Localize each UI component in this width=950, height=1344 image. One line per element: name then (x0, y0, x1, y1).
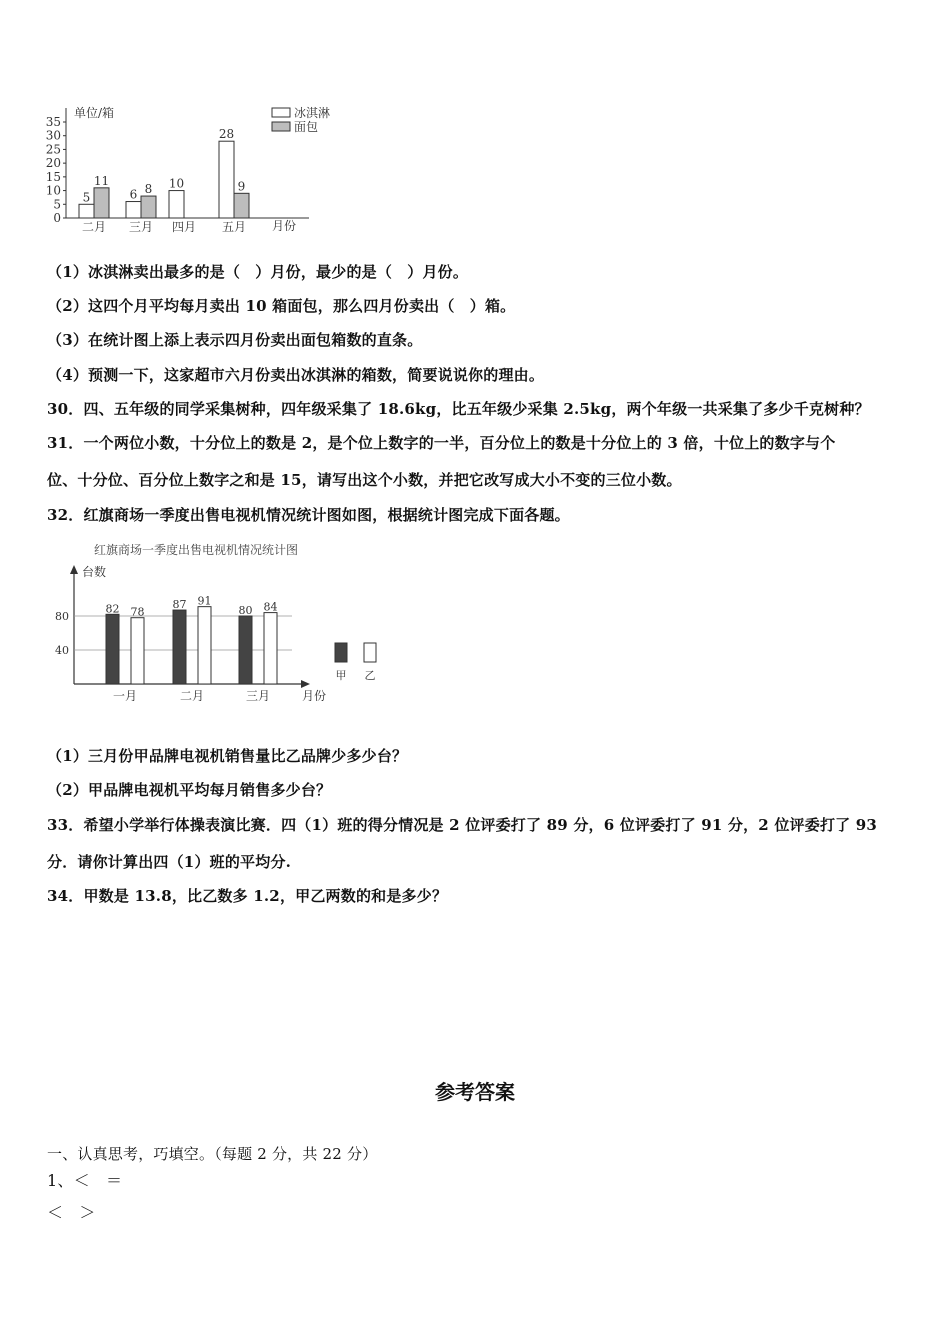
y-tick-label: 15 (45, 169, 61, 184)
x-axis-arrow (301, 680, 310, 688)
bar-乙-三月 (264, 613, 277, 684)
legend-swatch-甲 (335, 643, 347, 662)
y-tick-label: 0 (53, 211, 61, 225)
bar-面包-三月 (141, 196, 156, 218)
category-label: 五月 (221, 220, 247, 234)
question-34: 34．甲数是 13.8，比乙数多 1.2，甲乙两数的和是多少？ (47, 887, 448, 905)
answer-section-1-heading: 一、认真思考，巧填空。（每题 2 分，共 22 分） (47, 1145, 378, 1163)
bar-甲-一月 (106, 614, 119, 684)
bar-value-label: 11 (93, 173, 110, 188)
bar-冰淇淋-三月 (126, 202, 141, 218)
question-32-part-1: （1）三月份甲品牌电视机销售量比乙品牌少多少台？ (47, 747, 408, 765)
y-tick-label: 35 (45, 115, 61, 129)
question-32: 32．红旗商场一季度出售电视机情况统计图如图，根据统计图完成下面各题。 (47, 506, 570, 524)
x-axis-label: 月份 (272, 219, 297, 233)
legend-swatch-乙 (364, 643, 376, 662)
legend-label: 冰淇淋 (294, 106, 331, 120)
question-33-line-2: 分．请你计算出四（1）班的平均分. (47, 853, 292, 871)
legend-swatch-冰淇淋 (272, 108, 290, 117)
category-label: 二月 (81, 220, 107, 234)
chart-title: 红旗商场一季度出售电视机情况统计图 (94, 543, 299, 557)
legend-label: 甲 (335, 669, 347, 682)
y-tick-label: 5 (53, 197, 61, 212)
category-label: 四月 (171, 220, 197, 234)
bar-value-label: 5 (82, 190, 91, 205)
sales-bar-chart-icecream-bread (44, 100, 364, 240)
y-tick-label: 20 (45, 156, 61, 171)
answer-key-title: 参考答案 (435, 1080, 515, 1104)
y-tick-label: 40 (55, 644, 69, 657)
y-axis-arrow (70, 565, 78, 574)
category-label: 三月 (128, 220, 154, 234)
category-label: 三月 (245, 689, 271, 703)
bar-冰淇淋-四月 (169, 191, 184, 218)
category-label: 二月 (179, 689, 205, 703)
y-axis-label: 单位/箱 (74, 106, 115, 120)
bar-value-label: 78 (130, 605, 145, 619)
tv-sales-bar-chart (44, 538, 404, 708)
bar-冰淇淋-五月 (219, 141, 234, 218)
question-29-part-2: （2）这四个月平均每月卖出 10 箱面包，那么四月份卖出（ ）箱。 (47, 297, 516, 315)
question-32-part-2: （2）甲品牌电视机平均每月销售多少台？ (47, 781, 332, 799)
legend-label: 乙 (364, 669, 376, 682)
legend-label: 面包 (294, 120, 319, 134)
question-31-line-1: 31．一个两位小数，十分位上的数是 2，是个位上数字的一半，百分位上的数是十分位上的 3 倍，十位上的数字与个 (47, 434, 836, 452)
y-tick-label: 25 (45, 142, 61, 157)
bar-面包-五月 (234, 193, 249, 218)
bar-value-label: 87 (172, 598, 187, 612)
bar-冰淇淋-二月 (79, 204, 94, 218)
bar-乙-一月 (131, 618, 144, 684)
question-30: 30．四、五年级的同学采集树种，四年级采集了 18.6kg，比五年级少采集 2.5kg，两个年级一共采集了多少千克树种？ (47, 400, 870, 418)
x-axis-label: 月份 (302, 689, 327, 703)
bar-甲-二月 (173, 610, 186, 684)
y-tick-label: 30 (45, 128, 61, 143)
legend-swatch-面包 (272, 122, 290, 131)
bar-乙-二月 (198, 607, 211, 684)
bar-value-label: 84 (263, 600, 278, 614)
y-tick-label: 80 (55, 610, 69, 623)
question-29-part-3: （3）在统计图上添上表示四月份卖出面包箱数的直条。 (47, 331, 423, 349)
question-29-part-4: （4）预测一下，这家超市六月份卖出冰淇淋的箱数，简要说说你的理由。 (47, 366, 545, 384)
y-tick-label: 10 (45, 183, 61, 198)
bar-value-label: 9 (237, 179, 246, 194)
bar-面包-二月 (94, 188, 109, 218)
bar-value-label: 80 (238, 604, 253, 617)
question-33-line-1: 33．希望小学举行体操表演比赛．四（1）班的得分情况是 2 位评委打了 89 分，6 位评委打了 91 分，2 位评委打了 93 (47, 816, 878, 834)
bar-value-label: 28 (218, 127, 235, 142)
bar-value-label: 91 (197, 594, 212, 608)
question-31-line-2: 位、十分位、百分位上数字之和是 15，请写出这个小数，并把它改写成大小不变的三位小数。 (47, 471, 682, 489)
answer-1-line-2: ＜ ＞ (47, 1203, 96, 1222)
answer-1-line-1: 1、＜ ＝ (47, 1171, 123, 1190)
question-29-part-1: （1）冰淇淋卖出最多的是（ ）月份，最少的是（ ）月份。 (47, 263, 469, 281)
y-axis-label: 台数 (82, 565, 107, 579)
bar-value-label: 8 (144, 182, 153, 197)
bar-value-label: 82 (105, 602, 120, 616)
bar-value-label: 10 (168, 176, 185, 191)
category-label: 一月 (112, 689, 138, 703)
bar-value-label: 6 (129, 187, 138, 202)
bar-甲-三月 (239, 616, 252, 684)
